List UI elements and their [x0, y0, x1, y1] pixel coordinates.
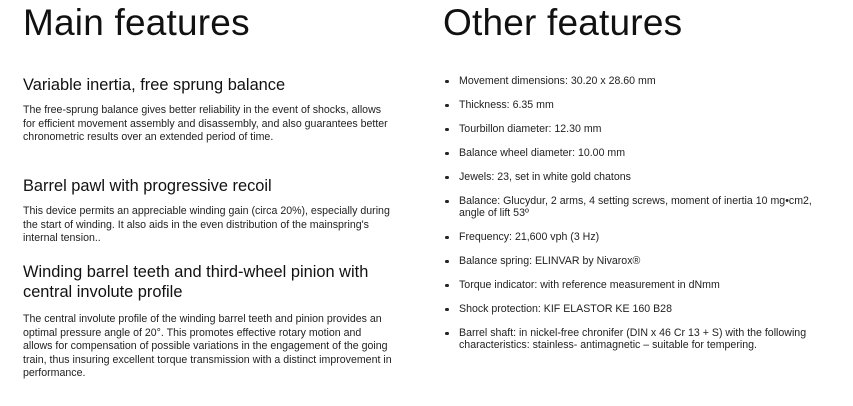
- list-item: [443, 327, 813, 351]
- list-item-text: Balance wheel diameter: 10.00 mm: [459, 147, 626, 159]
- bullet-icon: [445, 152, 449, 156]
- list-item: [443, 279, 813, 291]
- feature-description: The central involute profile of the winding barrel teeth and pinion provides an optimal pressure angle of 20°. This promotes effective rotary motion and allows for compensation of possible variations in the engagement of the going train, thus insuring excellent torque transmission with a distinct improvement in performance.: [23, 313, 392, 379]
- feature-title: Winding barrel teeth and third-wheel pinion with central involute profile: [23, 263, 369, 301]
- feature-description: This device permits an appreciable winding gain (circa 20%), especially during the start of winding. It also aids in the even distribution of the mainspring's internal tension..: [23, 205, 390, 244]
- feature-variable-inertia: [23, 75, 393, 145]
- other-features-heading: Other features: [443, 2, 683, 43]
- feature-description: The free-sprung balance gives better reliability in the event of shocks, allows for efficient movement assembly and disassembly, and also guarantees better chronometric results over an extended period of time.: [23, 104, 388, 143]
- list-item: [443, 99, 813, 111]
- other-features-list: [443, 75, 813, 363]
- list-item-text: Torque indicator: with reference measurement in dNmm: [459, 279, 720, 291]
- bullet-icon: [445, 128, 449, 132]
- main-features-section: [23, 0, 393, 379]
- list-item: [443, 147, 813, 159]
- list-item-text: Tourbillon diameter: 12.30 mm: [459, 123, 602, 135]
- bullet-icon: [445, 236, 449, 240]
- list-item-text: Jewels: 23, set in white gold chatons: [459, 171, 631, 183]
- feature-winding-barrel-teeth: [23, 262, 393, 381]
- list-item-text: Thickness: 6.35 mm: [459, 99, 554, 111]
- list-item-text: Movement dimensions: 30.20 x 28.60 mm: [459, 75, 656, 87]
- list-item-text: Shock protection: KIF ELASTOR KE 160 B28: [459, 303, 672, 315]
- list-item-text: Frequency: 21,600 vph (3 Hz): [459, 231, 600, 243]
- list-item-text: Barrel shaft: in nickel-free chronifer (DIN x 46 Cr 13 + S) with the following characteristics: stainless- antimagnetic – suitable for tempering.: [459, 327, 807, 351]
- bullet-icon: [445, 332, 449, 336]
- list-item: [443, 231, 813, 243]
- feature-barrel-pawl: [23, 176, 393, 246]
- bullet-icon: [445, 104, 449, 108]
- bullet-icon: [445, 176, 449, 180]
- bullet-icon: [445, 260, 449, 264]
- feature-title: Barrel pawl with progressive recoil: [23, 177, 272, 195]
- list-item: [443, 171, 813, 183]
- list-item-text: Balance: Glucydur, 2 arms, 4 setting screws, moment of inertia 10 mg•cm2, angle of lift 53º: [459, 195, 812, 219]
- feature-title: Variable inertia, free sprung balance: [23, 76, 286, 94]
- list-item: [443, 195, 813, 219]
- other-features-section: [443, 0, 843, 351]
- list-item: [443, 255, 813, 267]
- bullet-icon: [445, 284, 449, 288]
- bullet-icon: [445, 80, 449, 84]
- main-features-heading: Main features: [23, 2, 250, 43]
- list-item: [443, 123, 813, 135]
- list-item: [443, 303, 813, 315]
- bullet-icon: [445, 200, 449, 204]
- list-item-text: Balance spring: ELINVAR by Nivarox®: [459, 255, 641, 267]
- list-item: [443, 75, 813, 87]
- bullet-icon: [445, 308, 449, 312]
